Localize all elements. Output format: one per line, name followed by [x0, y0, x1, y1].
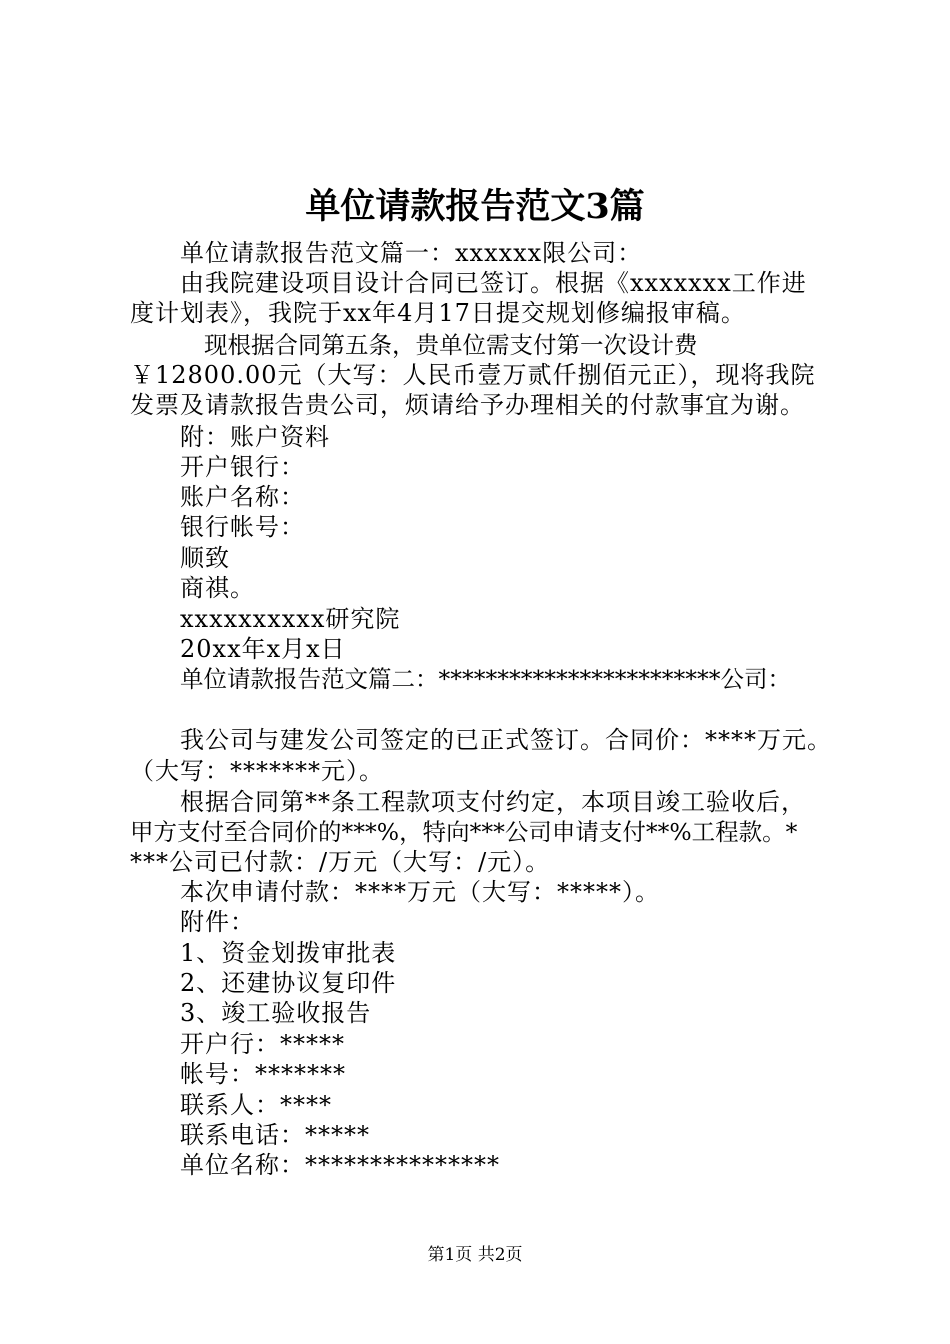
- text-line: 账户名称：: [180, 483, 305, 511]
- text-line: 本次申请付款：****万元（大写：*****）。: [180, 878, 660, 906]
- text-line: 20xx年x月x日: [180, 635, 346, 663]
- text-line: 发票及请款报告贵公司，烦请给予办理相关的付款事宜为谢。: [130, 391, 805, 419]
- text-line: 2、还建协议复印件: [180, 969, 397, 997]
- text-line: ￥12800.00元（大写：人民币壹万贰仟捌佰元正），现将我院: [130, 361, 816, 389]
- text-line: 甲方支付至合同价的***%，特向***公司申请支付**%工程款。*: [130, 818, 798, 846]
- text-line: 单位请款报告范文篇二：************************公司：: [180, 665, 791, 693]
- text-line: 商祺。: [180, 574, 255, 602]
- text-line: 度计划表》，我院于xx年4月17日提交规划修编报审稿。: [130, 299, 746, 327]
- text-line: 单位名称：***************: [180, 1151, 500, 1179]
- text-line: 3、竣工验收报告: [180, 999, 372, 1027]
- text-line: ***公司已付款：/万元（大写：/元）。: [130, 848, 551, 876]
- text-line: （大写：*******元）。: [130, 757, 384, 785]
- text-line: 帐号：*******: [180, 1060, 346, 1088]
- page-footer: 第1页 共2页: [427, 1245, 523, 1265]
- text-line: 单位请款报告范文篇一：xxxxxx限公司：: [180, 239, 643, 267]
- text-line: 银行帐号：: [180, 513, 305, 541]
- text-line: 我公司与建发公司签定的已正式签订。合同价：****万元。: [180, 726, 832, 754]
- text-line: 联系电话：*****: [180, 1121, 370, 1149]
- text-line: 开户行：*****: [180, 1030, 345, 1058]
- text-line: 附件：: [180, 908, 255, 936]
- text-line: 1、资金划拨审批表: [180, 939, 397, 967]
- document-title: 单位请款报告范文3篇: [305, 186, 645, 227]
- text-line: 由我院建设项目设计合同已签订。根据《xxxxxxx工作进: [180, 269, 807, 297]
- text-line: 附：账户资料: [180, 423, 330, 451]
- text-line: 联系人：****: [180, 1091, 332, 1119]
- text-line: 根据合同第**条工程款项支付约定，本项目竣工验收后，: [180, 788, 806, 816]
- text-line: 开户银行：: [180, 453, 305, 481]
- text-line: xxxxxxxxxx研究院: [180, 605, 401, 633]
- text-line: 现根据合同第五条，贵单位需支付第一次设计费: [204, 331, 698, 359]
- text-line: 顺致: [180, 544, 230, 572]
